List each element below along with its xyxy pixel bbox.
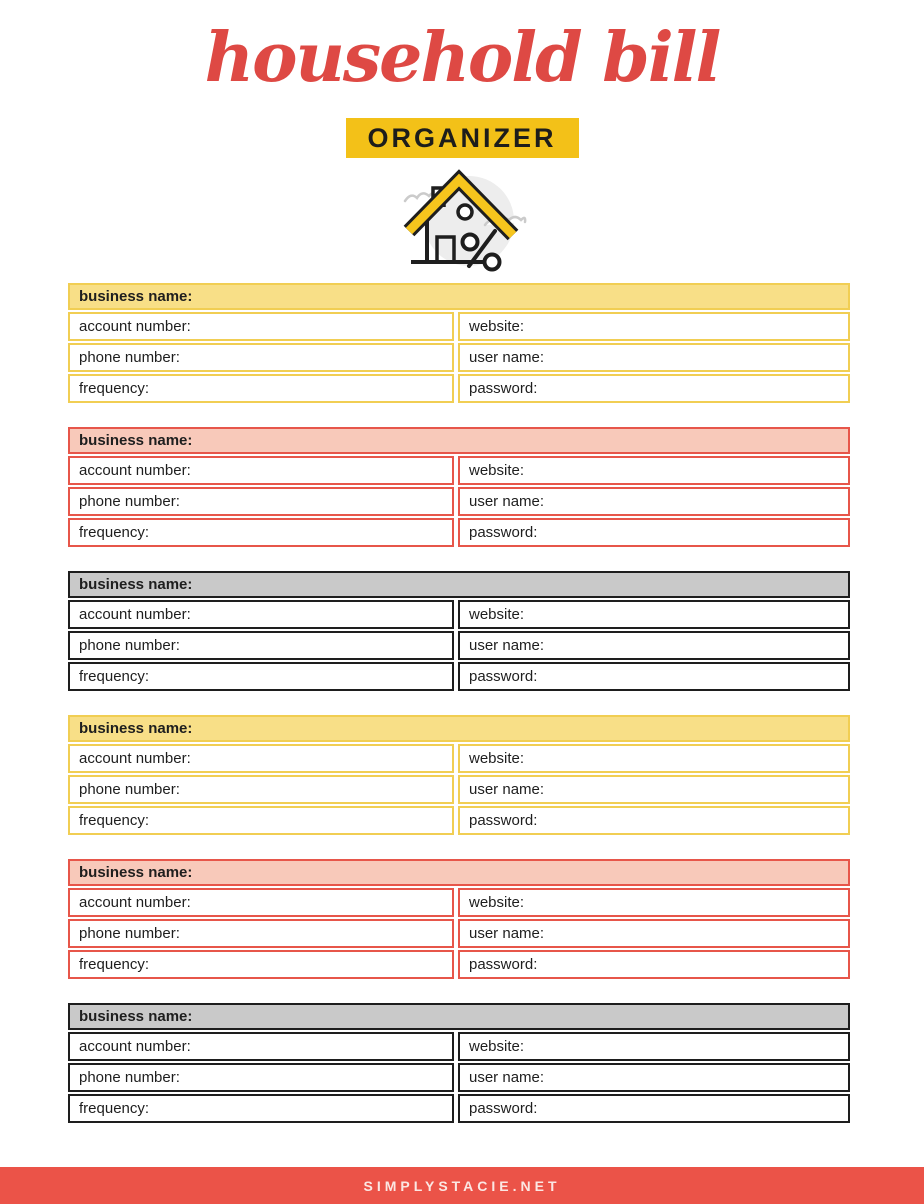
business-name-header: business name: bbox=[68, 859, 850, 886]
bill-table bbox=[68, 1003, 850, 1123]
percent-bottom-circle bbox=[485, 255, 500, 270]
table-row bbox=[68, 374, 850, 403]
business-name-header: business name: bbox=[68, 283, 850, 310]
bill-table bbox=[68, 283, 850, 403]
tables-container bbox=[68, 283, 850, 1123]
table-row bbox=[68, 343, 850, 372]
field-website: website: bbox=[458, 744, 850, 773]
bill-table bbox=[68, 427, 850, 547]
organizer-badge-wrap bbox=[0, 118, 924, 158]
table-row bbox=[68, 919, 850, 948]
table-row bbox=[68, 806, 850, 835]
bill-table bbox=[68, 571, 850, 691]
field-phone-number: phone number: bbox=[68, 775, 454, 804]
table-row bbox=[68, 950, 850, 979]
business-name-header: business name: bbox=[68, 715, 850, 742]
field-password: password: bbox=[458, 950, 850, 979]
field-website: website: bbox=[458, 888, 850, 917]
table-row bbox=[68, 600, 850, 629]
field-user-name: user name: bbox=[458, 1063, 850, 1092]
field-frequency: frequency: bbox=[68, 806, 454, 835]
table-row bbox=[68, 1063, 850, 1092]
field-account-number: account number: bbox=[68, 888, 454, 917]
field-password: password: bbox=[458, 1094, 850, 1123]
field-frequency: frequency: bbox=[68, 374, 454, 403]
field-user-name: user name: bbox=[458, 487, 850, 516]
footer-site-text: SIMPLYSTACIE.NET bbox=[363, 1177, 561, 1194]
field-password: password: bbox=[458, 806, 850, 835]
page-title-script: household bill bbox=[204, 18, 720, 98]
field-user-name: user name: bbox=[458, 919, 850, 948]
business-name-header: business name: bbox=[68, 427, 850, 454]
field-phone-number: phone number: bbox=[68, 919, 454, 948]
field-account-number: account number: bbox=[68, 312, 454, 341]
house-icon-wrap bbox=[0, 163, 924, 286]
field-website: website: bbox=[458, 456, 850, 485]
bill-table bbox=[68, 715, 850, 835]
field-website: website: bbox=[458, 600, 850, 629]
bill-table bbox=[68, 859, 850, 979]
field-website: website: bbox=[458, 1032, 850, 1061]
table-row bbox=[68, 518, 850, 547]
field-account-number: account number: bbox=[68, 456, 454, 485]
table-row bbox=[68, 1032, 850, 1061]
field-frequency: frequency: bbox=[68, 518, 454, 547]
field-account-number: account number: bbox=[68, 744, 454, 773]
table-row bbox=[68, 456, 850, 485]
field-user-name: user name: bbox=[458, 775, 850, 804]
field-phone-number: phone number: bbox=[68, 343, 454, 372]
field-phone-number: phone number: bbox=[68, 487, 454, 516]
field-frequency: frequency: bbox=[68, 1094, 454, 1123]
footer-bar bbox=[0, 1167, 924, 1204]
field-website: website: bbox=[458, 312, 850, 341]
field-frequency: frequency: bbox=[68, 950, 454, 979]
business-name-header: business name: bbox=[68, 1003, 850, 1030]
percent-top-circle bbox=[463, 235, 478, 250]
field-phone-number: phone number: bbox=[68, 631, 454, 660]
table-row bbox=[68, 662, 850, 691]
table-row bbox=[68, 487, 850, 516]
business-name-header: business name: bbox=[68, 571, 850, 598]
house-with-percent-icon bbox=[397, 163, 527, 281]
field-user-name: user name: bbox=[458, 343, 850, 372]
field-password: password: bbox=[458, 662, 850, 691]
field-account-number: account number: bbox=[68, 600, 454, 629]
field-phone-number: phone number: bbox=[68, 1063, 454, 1092]
table-row bbox=[68, 631, 850, 660]
field-password: password: bbox=[458, 374, 850, 403]
table-row bbox=[68, 312, 850, 341]
field-frequency: frequency: bbox=[68, 662, 454, 691]
table-row bbox=[68, 888, 850, 917]
table-row bbox=[68, 775, 850, 804]
round-window-icon bbox=[458, 205, 472, 219]
table-row bbox=[68, 744, 850, 773]
field-password: password: bbox=[458, 518, 850, 547]
field-user-name: user name: bbox=[458, 631, 850, 660]
table-row bbox=[68, 1094, 850, 1123]
organizer-badge: ORGANIZER bbox=[346, 118, 579, 158]
field-account-number: account number: bbox=[68, 1032, 454, 1061]
